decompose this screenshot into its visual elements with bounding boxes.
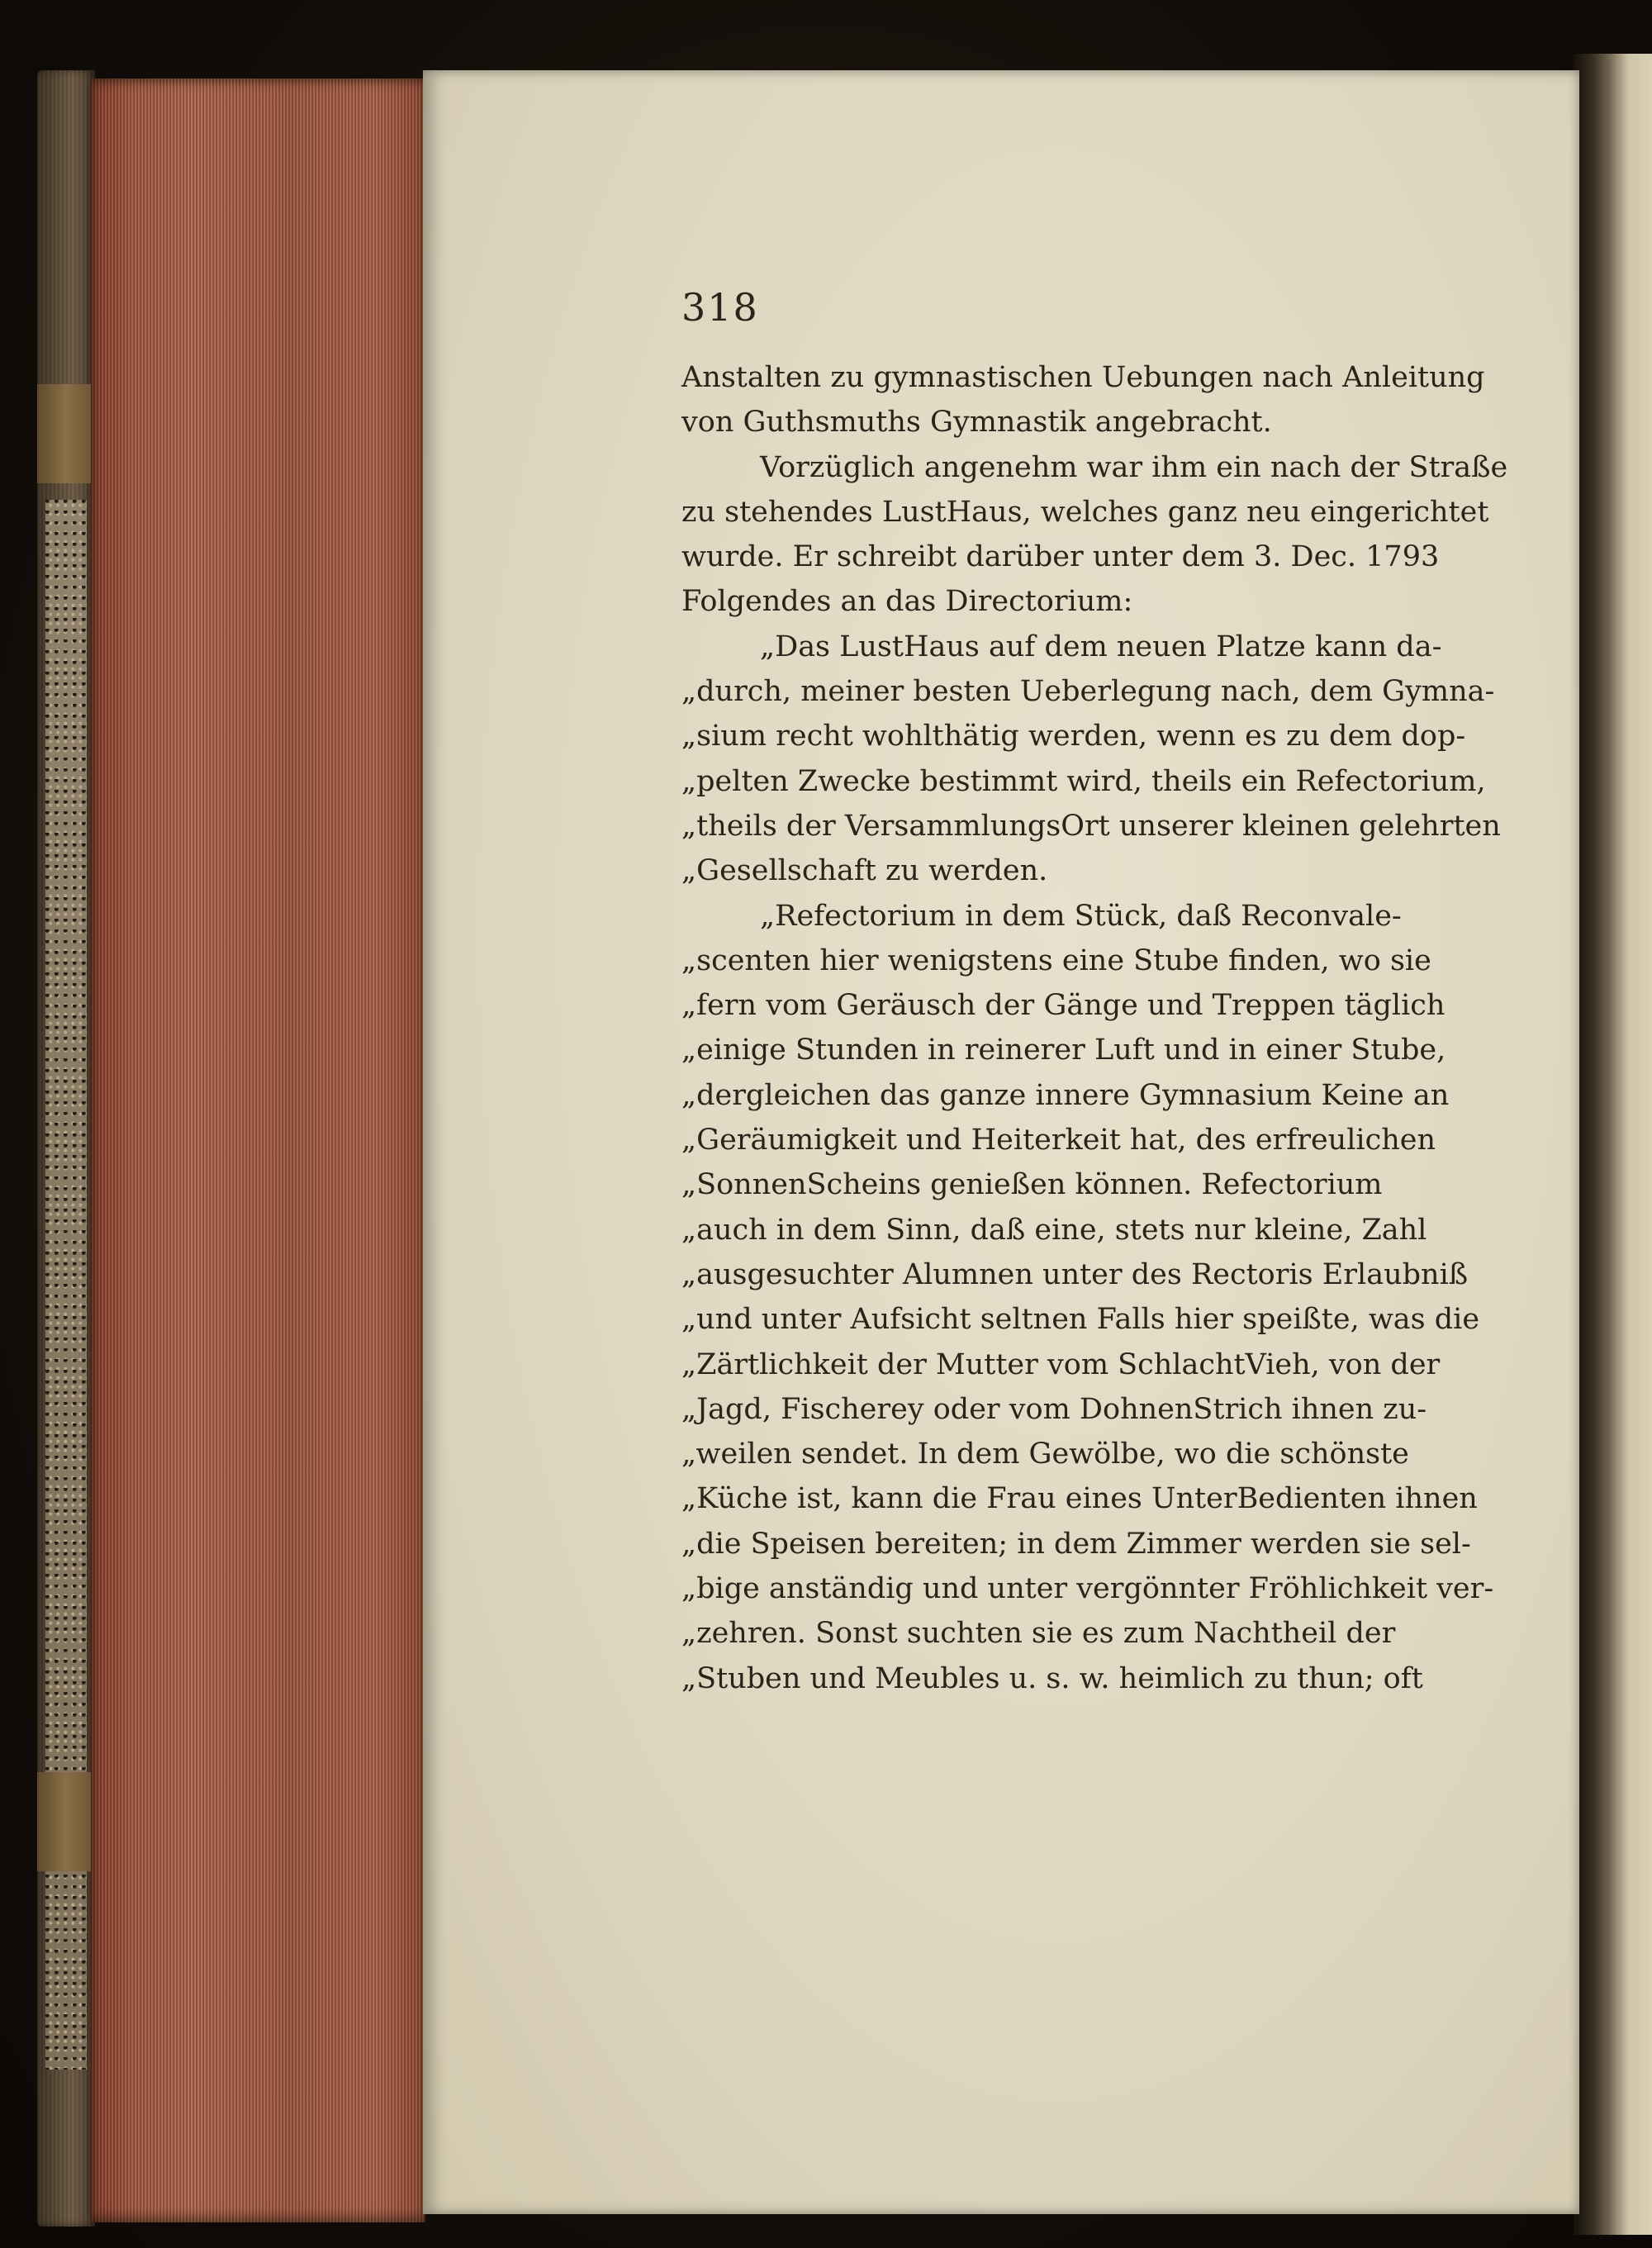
text-line: „ausgesuchter Alumnen unter des Rectoris Erlaubniß: [681, 1257, 1469, 1291]
text-line: „Stuben und Meubles u. s. w. heimlich zu thun; oft: [681, 1661, 1423, 1695]
text-line: „auch in dem Sinn, daß eine, stets nur kleine, Zahl: [681, 1213, 1427, 1247]
text-line: „theils der VersammlungsOrt unserer kleinen gelehrten: [681, 809, 1501, 843]
text-line: „Küche ist, kann die Frau eines UnterBedienten ihnen: [681, 1482, 1478, 1516]
spine-band: [37, 1772, 95, 1871]
text-line: „sium recht wohlthätig werden, wenn es zu dem dop-: [681, 720, 1466, 753]
text-line: „dergleichen das ganze innere Gymnasium Keine an: [681, 1078, 1450, 1112]
book-cover-board: [37, 70, 95, 2227]
body-text: [681, 355, 1516, 1701]
text-line: „und unter Aufsicht seltnen Falls hier speißte, was die: [681, 1303, 1480, 1337]
text-line: „die Speisen bereiten; in dem Zimmer werden sie sel-: [681, 1527, 1471, 1561]
text-line: „SonnenScheins genießen können. Refectorium: [681, 1168, 1383, 1202]
text-line: „pelten Zwecke bestimmt wird, theils ein Refectorium,: [681, 764, 1486, 798]
text-line: „durch, meiner besten Ueberlegung nach, dem Gymna-: [681, 675, 1495, 709]
text-line: „einige Stunden in reinerer Luft und in einer Stube,: [681, 1034, 1446, 1067]
text-line: „zehren. Sonst suchten sie es zum Nachtheil der: [681, 1617, 1396, 1651]
spine-band: [37, 384, 95, 483]
text-line: „fern vom Geräusch der Gänge und Treppen täglich: [681, 989, 1446, 1023]
page-edges: [91, 78, 425, 2222]
text-line: „scenten hier wenigstens eine Stube finden, wo sie: [681, 943, 1431, 977]
text-line: „Zärtlichkeit der Mutter vom SchlachtVieh, von der: [681, 1347, 1441, 1381]
text-line: „Refectorium in dem Stück, daß Reconvale-: [760, 899, 1402, 933]
text-line: Vorzüglich angenehm war ihm ein nach der Straße: [760, 450, 1508, 484]
text-line: „Das LustHaus auf dem neuen Platze kann da-: [760, 630, 1442, 663]
text-line: „weilen sendet. In dem Gewölbe, wo die schönste: [681, 1438, 1409, 1471]
text-line: Folgendes an das Directorium:: [681, 585, 1133, 619]
text-line: zu stehendes LustHaus, welches ganz neu eingerichtet: [681, 495, 1489, 529]
text-line: wurde. Er schreibt darüber unter dem 3. Dec. 1793: [681, 540, 1440, 574]
book-gutter: [1574, 54, 1652, 2235]
text-line: von Guthsmuths Gymnastik angebracht.: [681, 406, 1272, 440]
text-line: „bige anständig und unter vergönnter Fröhlichkeit ver-: [681, 1572, 1494, 1606]
text-line: „Gesellschaft zu werden.: [681, 854, 1048, 888]
text-line: „Jagd, Fischerey oder vom DohnenStrich ihnen zu-: [681, 1392, 1427, 1426]
text-line: „Geräumigkeit und Heiterkeit hat, des erfreulichen: [681, 1124, 1436, 1157]
page-number: 318: [681, 285, 759, 330]
text-line: Anstalten zu gymnastischen Uebungen nach Anleitung: [681, 361, 1485, 394]
